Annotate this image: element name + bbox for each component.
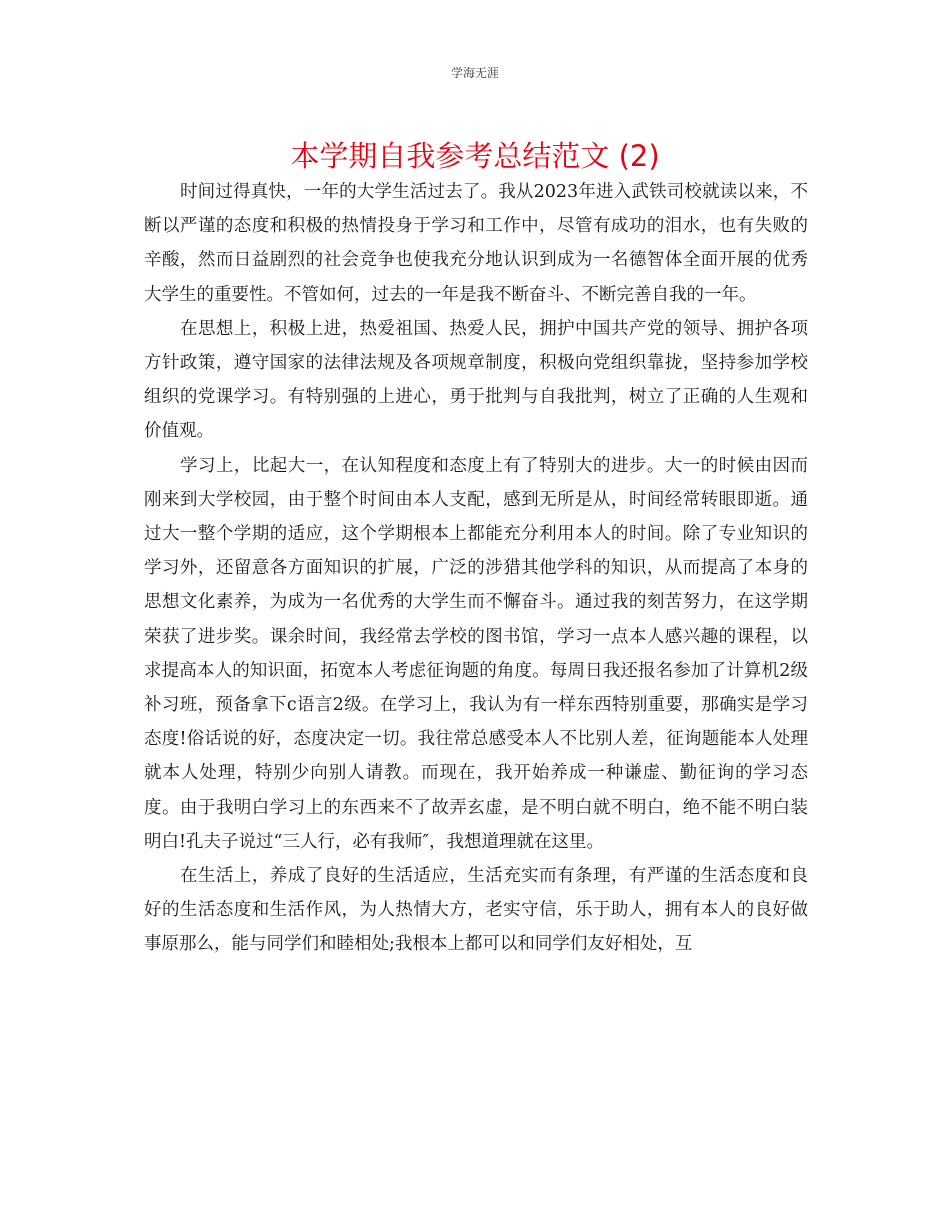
paragraph-intro: 时间过得真快，一年的大学生活过去了。我从2023年进入武铁司校就读以来，不断以严谨的态度和积极的热情投身于学习和工作中，尽管有成功的泪水，也有失败的辛酸，然而日益剧烈的社会竞争也使我充分地认识到成为一名德智体全面开展的优秀大学生的重要性。不管如何，过去的一年是我不断奋斗、不断完善自我的一年。 <box>144 182 808 305</box>
paragraph-study: 学习上，比起大一，在认知程度和态度上有了特别大的进步。大一的时候由因而刚来到大学校园，由于整个时间由本人支配，感到无所是从，时间经常转眼即逝。通过大一整个学期的适应，这个学期根本上都能充分利用本人的时间。除了专业知识的学习外，还留意各方面知识的扩展，广泛的涉猎其他学科的知识，从而提高了本身的思想文化素养，为成为一名优秀的大学生而不懈奋斗。通过我的刻苦努力，在这学期荣获了进步奖。课余时间，我经常去学校的图书馆，学习一点本人感兴趣的课程，以求提高本人的知识面，拓宽本人考虑征询题的角度。每周日我还报名参加了计算机2级补习班，预备拿下c语言2级。在学习上，我认为有一样东西特别重要，那确实是学习态度!俗话说的好，态度决定一切。我往常总感受本人不比别人差，征询题能本人处理就本人处理，特别少向别人请教。而现在，我开始养成一种谦虚、勤征询的学习态度。由于我明白学习上的东西来不了故弄玄虚，是不明白就不明白，绝不能不明白装明白!孔夫子说过“三人行，必有我师″，我想道理就在这里。 <box>144 455 808 852</box>
header-note: 学海无涯 <box>450 66 499 80</box>
paragraph-ideology: 在思想上，积极上进，热爱祖国、热爱人民，拥护中国共产党的领导、拥护各项方针政策，遵守国家的法律法规及各项规章制度，积极向党组织靠拢，坚持参加学校组织的党课学习。有特别强的上进心，勇于批判与自我批判，树立了正确的人生观和价值观。 <box>144 318 808 442</box>
document-body <box>144 175 808 962</box>
paragraph-life: 在生活上，养成了良好的生活适应，生活充实而有条理，有严谨的生活态度和良好的生活态度和生活作风，为人热情大方，老实守信，乐于助人，拥有本人的良好做事原那么，能与同学们和睦相处;我根本上都可以和同学们友好相处，互 <box>144 866 808 955</box>
document-title: 本学期自我参考总结范文 (2) <box>290 139 660 173</box>
